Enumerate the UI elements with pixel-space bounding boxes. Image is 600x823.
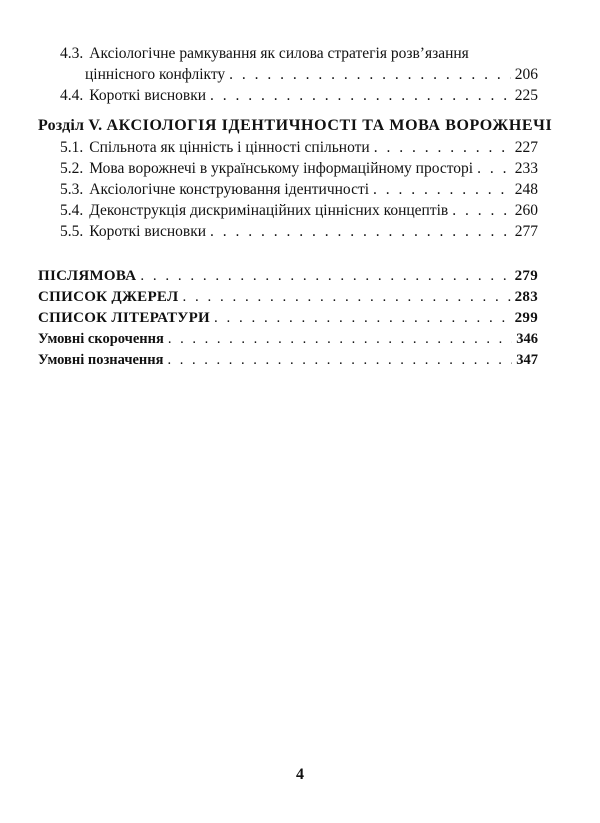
dot-leader: [210, 221, 511, 242]
toc-entry-title: ПІСЛЯМОВА: [38, 268, 137, 284]
toc-entry-5-2: [38, 158, 538, 179]
toc-entry-title: Умовні позначення: [38, 352, 164, 368]
dot-leader: [214, 308, 511, 329]
toc-entry-number: 5.1.: [60, 139, 84, 156]
chapter-label: Розділ V.: [38, 117, 103, 134]
toc-entry-afterword: [38, 266, 538, 287]
toc-entry-page: 206: [514, 66, 538, 83]
toc-entry-title: Умовні скорочення: [38, 331, 164, 347]
dot-leader: [210, 85, 511, 106]
toc-entry-5-5: [38, 221, 538, 242]
dot-leader: [373, 179, 511, 200]
table-of-contents: [38, 43, 553, 371]
chapter-title: АКСІОЛОГІЯ ІДЕНТИЧНОСТІ ТА МОВА ВОРОЖНЕЧІ: [106, 117, 553, 134]
dot-leader: [452, 200, 511, 221]
toc-entry-title: Короткі висновки: [89, 87, 207, 104]
toc-entry-literature: [38, 308, 538, 329]
toc-entry-page: 347: [516, 352, 538, 368]
dot-leader: [183, 287, 511, 308]
chapter-heading-5: [38, 114, 553, 137]
toc-entry-page: 248: [514, 181, 538, 198]
toc-entry-title: Спільнота як цінність і цінності спільноти: [89, 139, 370, 156]
toc-entry-number: 5.4.: [60, 202, 84, 219]
toc-entry-number: 5.3.: [60, 181, 84, 198]
toc-entry-sources: [38, 287, 538, 308]
toc-entry-5-3: [38, 179, 538, 200]
toc-entry-title: Деконструкція дискримінаційних ціннісних концептів: [89, 202, 449, 219]
toc-entry-title: Короткі висновки: [89, 223, 207, 240]
toc-entry-page: 283: [514, 289, 538, 305]
dot-leader: [168, 350, 513, 371]
toc-entry-page: 225: [514, 87, 538, 104]
toc-entry-number: 5.2.: [60, 160, 84, 177]
toc-entry-page: 279: [514, 268, 538, 284]
toc-entry-4-3-line1: [38, 43, 538, 64]
toc-entry-title: СПИСОК ЛІТЕРАТУРИ: [38, 310, 211, 326]
toc-entry-page: 260: [514, 202, 538, 219]
toc-entry-number: 5.5.: [60, 223, 84, 240]
toc-entry-title: Мова ворожнечі в українському інформаційному просторі: [89, 160, 474, 177]
toc-entry-4-4: [38, 85, 538, 106]
toc-entry-page: 227: [514, 139, 538, 156]
toc-entry-page: 277: [514, 223, 538, 240]
dot-leader: [374, 137, 511, 158]
dot-leader: [140, 266, 510, 287]
toc-entry-symbols: [38, 350, 538, 371]
toc-entry-title: Аксіологічне рамкування як силова стратегія розв’язання: [89, 45, 469, 62]
toc-entry-title: ціннісного конфлікту: [85, 66, 226, 83]
dot-leader: [229, 64, 511, 85]
toc-entry-number: 4.4.: [60, 87, 84, 104]
toc-entry-5-4: [38, 200, 538, 221]
toc-entry-5-1: [38, 137, 538, 158]
toc-entry-4-3-line2: [38, 64, 538, 85]
toc-entry-abbreviations: [38, 329, 538, 350]
page-number: 4: [296, 766, 304, 783]
toc-entry-page: 346: [516, 331, 538, 347]
toc-entry-title: СПИСОК ДЖЕРЕЛ: [38, 289, 179, 305]
toc-entry-number: 4.3.: [60, 45, 84, 62]
dot-leader: [168, 329, 512, 350]
toc-entry-title: Аксіологічне конструювання ідентичності: [89, 181, 370, 198]
dot-leader: [477, 158, 511, 179]
toc-entry-page: 299: [514, 310, 538, 326]
toc-entry-page: 233: [514, 160, 538, 177]
